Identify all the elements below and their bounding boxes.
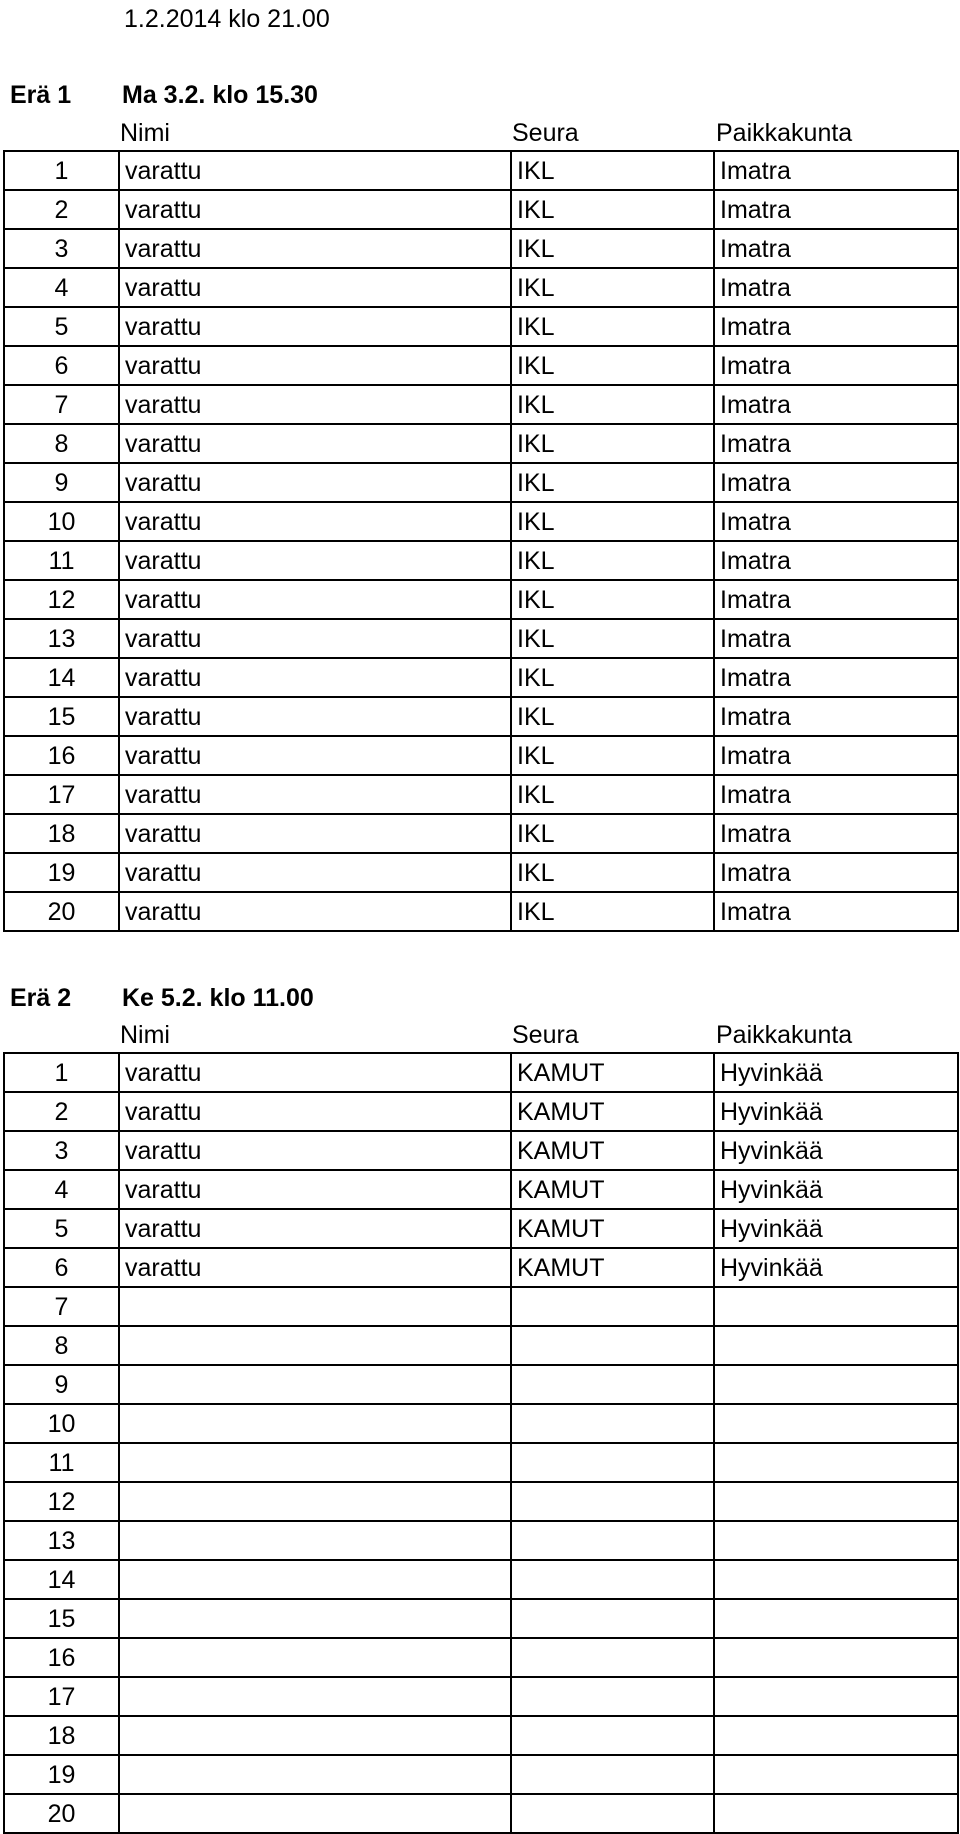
table-row	[4, 1287, 958, 1326]
club-name: IKL	[511, 268, 714, 307]
club-name: KAMUT	[511, 1092, 714, 1131]
heat-2-time: Ke 5.2. klo 11.00	[122, 984, 314, 1012]
club-name: IKL	[511, 229, 714, 268]
table-row	[4, 346, 958, 385]
club-name	[511, 1599, 714, 1638]
table-row	[4, 1053, 958, 1092]
entrant-name	[119, 1794, 511, 1833]
table-row	[4, 814, 958, 853]
town-name: Hyvinkää	[714, 1209, 958, 1248]
club-name: IKL	[511, 541, 714, 580]
entrant-name	[119, 1443, 511, 1482]
club-name: IKL	[511, 736, 714, 775]
lane-number: 11	[4, 541, 119, 580]
club-name: IKL	[511, 346, 714, 385]
town-name: Hyvinkää	[714, 1092, 958, 1131]
table-row	[4, 151, 958, 190]
entrant-name	[119, 1560, 511, 1599]
lane-number: 14	[4, 658, 119, 697]
heat-2-column-headers	[0, 1017, 960, 1053]
lane-number: 16	[4, 1638, 119, 1677]
lane-number: 13	[4, 1521, 119, 1560]
entrant-name	[119, 1755, 511, 1794]
entrant-name	[119, 1638, 511, 1677]
club-name: IKL	[511, 658, 714, 697]
table-row	[4, 1443, 958, 1482]
town-name	[714, 1443, 958, 1482]
lane-number: 2	[4, 190, 119, 229]
entrant-name: varattu	[119, 619, 511, 658]
table-row	[4, 268, 958, 307]
lane-number: 16	[4, 736, 119, 775]
lane-number: 3	[4, 229, 119, 268]
town-name	[714, 1716, 958, 1755]
town-name	[714, 1365, 958, 1404]
club-name: IKL	[511, 814, 714, 853]
town-name: Imatra	[714, 853, 958, 892]
town-name: Imatra	[714, 307, 958, 346]
heat-1-rows	[4, 151, 958, 931]
entrant-name	[119, 1677, 511, 1716]
town-name: Hyvinkää	[714, 1170, 958, 1209]
column-town-header: Paikkakunta	[716, 1021, 853, 1049]
entrant-name	[119, 1404, 511, 1443]
table-row	[4, 736, 958, 775]
entrant-name: varattu	[119, 385, 511, 424]
column-name-header: Nimi	[120, 1021, 170, 1049]
club-name: IKL	[511, 463, 714, 502]
club-name: KAMUT	[511, 1209, 714, 1248]
entrant-name: varattu	[119, 1092, 511, 1131]
club-name: IKL	[511, 853, 714, 892]
town-name: Imatra	[714, 775, 958, 814]
document-date: 1.2.2014 klo 21.00	[124, 5, 330, 33]
club-name	[511, 1521, 714, 1560]
table-row	[4, 1404, 958, 1443]
club-name: IKL	[511, 697, 714, 736]
club-name: KAMUT	[511, 1131, 714, 1170]
table-row	[4, 1131, 958, 1170]
club-name	[511, 1677, 714, 1716]
table-row	[4, 502, 958, 541]
entrant-name: varattu	[119, 502, 511, 541]
table-row	[4, 1365, 958, 1404]
lane-number: 19	[4, 1755, 119, 1794]
town-name: Imatra	[714, 190, 958, 229]
table-row	[4, 697, 958, 736]
table-row	[4, 463, 958, 502]
town-name	[714, 1287, 958, 1326]
table-row	[4, 424, 958, 463]
town-name	[714, 1482, 958, 1521]
entrant-name	[119, 1326, 511, 1365]
club-name: KAMUT	[511, 1248, 714, 1287]
column-club-header: Seura	[512, 119, 579, 147]
entrant-name	[119, 1287, 511, 1326]
table-row	[4, 1560, 958, 1599]
town-name: Imatra	[714, 697, 958, 736]
town-name: Imatra	[714, 658, 958, 697]
town-name	[714, 1755, 958, 1794]
lane-number: 12	[4, 580, 119, 619]
club-name	[511, 1716, 714, 1755]
club-name: IKL	[511, 775, 714, 814]
entrant-name: varattu	[119, 1131, 511, 1170]
town-name: Imatra	[714, 502, 958, 541]
lane-number: 17	[4, 1677, 119, 1716]
lane-number: 9	[4, 463, 119, 502]
town-name: Imatra	[714, 814, 958, 853]
lane-number: 14	[4, 1560, 119, 1599]
heat-1-time: Ma 3.2. klo 15.30	[122, 81, 318, 109]
entrant-name: varattu	[119, 1209, 511, 1248]
entrant-name: varattu	[119, 190, 511, 229]
heat-1-column-headers	[0, 115, 960, 151]
town-name	[714, 1638, 958, 1677]
club-name: IKL	[511, 385, 714, 424]
town-name	[714, 1677, 958, 1716]
heat-2-table	[3, 1052, 959, 1834]
table-row	[4, 853, 958, 892]
entrant-name: varattu	[119, 307, 511, 346]
table-row	[4, 1521, 958, 1560]
lane-number: 1	[4, 151, 119, 190]
town-name: Imatra	[714, 346, 958, 385]
table-row	[4, 1209, 958, 1248]
entrant-name: varattu	[119, 1248, 511, 1287]
lane-number: 2	[4, 1092, 119, 1131]
club-name: KAMUT	[511, 1170, 714, 1209]
club-name: IKL	[511, 307, 714, 346]
club-name: IKL	[511, 502, 714, 541]
table-row	[4, 1638, 958, 1677]
lane-number: 15	[4, 1599, 119, 1638]
club-name: IKL	[511, 190, 714, 229]
club-name	[511, 1287, 714, 1326]
table-row	[4, 1599, 958, 1638]
table-row	[4, 1482, 958, 1521]
entrant-name: varattu	[119, 853, 511, 892]
town-name	[714, 1794, 958, 1833]
town-name	[714, 1521, 958, 1560]
town-name: Imatra	[714, 541, 958, 580]
lane-number: 8	[4, 424, 119, 463]
club-name	[511, 1326, 714, 1365]
town-name	[714, 1560, 958, 1599]
club-name	[511, 1365, 714, 1404]
town-name: Imatra	[714, 736, 958, 775]
lane-number: 12	[4, 1482, 119, 1521]
lane-number: 18	[4, 1716, 119, 1755]
heat-2-header	[10, 981, 950, 1015]
town-name: Hyvinkää	[714, 1131, 958, 1170]
entrant-name	[119, 1482, 511, 1521]
club-name	[511, 1638, 714, 1677]
club-name: IKL	[511, 580, 714, 619]
club-name	[511, 1404, 714, 1443]
lane-number: 13	[4, 619, 119, 658]
lane-number: 8	[4, 1326, 119, 1365]
club-name	[511, 1482, 714, 1521]
lane-number: 10	[4, 1404, 119, 1443]
table-row	[4, 1248, 958, 1287]
table-row	[4, 307, 958, 346]
entrant-name	[119, 1521, 511, 1560]
entrant-name: varattu	[119, 229, 511, 268]
lane-number: 3	[4, 1131, 119, 1170]
entrant-name: varattu	[119, 775, 511, 814]
club-name: IKL	[511, 619, 714, 658]
heat-1-header	[10, 78, 950, 112]
lane-number: 6	[4, 1248, 119, 1287]
entrant-name: varattu	[119, 346, 511, 385]
lane-number: 4	[4, 1170, 119, 1209]
table-row	[4, 1092, 958, 1131]
entrant-name: varattu	[119, 424, 511, 463]
town-name: Imatra	[714, 424, 958, 463]
entrant-name: varattu	[119, 1170, 511, 1209]
town-name: Imatra	[714, 385, 958, 424]
lane-number: 4	[4, 268, 119, 307]
table-row	[4, 1326, 958, 1365]
entrant-name: varattu	[119, 268, 511, 307]
table-row	[4, 1794, 958, 1833]
entrant-name: varattu	[119, 736, 511, 775]
table-row	[4, 1716, 958, 1755]
heat-2-rows	[4, 1053, 958, 1833]
town-name: Imatra	[714, 580, 958, 619]
entrant-name: varattu	[119, 814, 511, 853]
town-name	[714, 1599, 958, 1638]
entrant-name: varattu	[119, 1053, 511, 1092]
entrant-name	[119, 1365, 511, 1404]
entrant-name: varattu	[119, 541, 511, 580]
lane-number: 18	[4, 814, 119, 853]
table-row	[4, 385, 958, 424]
lane-number: 7	[4, 385, 119, 424]
heat-2-label: Erä 2	[10, 984, 72, 1012]
town-name	[714, 1326, 958, 1365]
entrant-name	[119, 1716, 511, 1755]
column-town-header: Paikkakunta	[716, 119, 853, 147]
table-row	[4, 541, 958, 580]
lane-number: 20	[4, 1794, 119, 1833]
town-name: Imatra	[714, 619, 958, 658]
town-name: Hyvinkää	[714, 1053, 958, 1092]
club-name	[511, 1794, 714, 1833]
town-name: Imatra	[714, 463, 958, 502]
town-name: Hyvinkää	[714, 1248, 958, 1287]
lane-number: 11	[4, 1443, 119, 1482]
table-row	[4, 229, 958, 268]
lane-number: 10	[4, 502, 119, 541]
entrant-name: varattu	[119, 892, 511, 931]
lane-number: 15	[4, 697, 119, 736]
club-name: IKL	[511, 424, 714, 463]
club-name	[511, 1443, 714, 1482]
lane-number: 5	[4, 1209, 119, 1248]
club-name: KAMUT	[511, 1053, 714, 1092]
lane-number: 1	[4, 1053, 119, 1092]
table-row	[4, 619, 958, 658]
table-row	[4, 658, 958, 697]
town-name	[714, 1404, 958, 1443]
lane-number: 5	[4, 307, 119, 346]
entrant-name: varattu	[119, 463, 511, 502]
lane-number: 7	[4, 1287, 119, 1326]
entrant-name: varattu	[119, 697, 511, 736]
table-row	[4, 775, 958, 814]
club-name	[511, 1560, 714, 1599]
heat-1-label: Erä 1	[10, 81, 72, 109]
lane-number: 9	[4, 1365, 119, 1404]
column-name-header: Nimi	[120, 119, 170, 147]
town-name: Imatra	[714, 892, 958, 931]
entrant-name	[119, 1599, 511, 1638]
club-name: IKL	[511, 151, 714, 190]
club-name: IKL	[511, 892, 714, 931]
club-name	[511, 1755, 714, 1794]
town-name: Imatra	[714, 151, 958, 190]
table-row	[4, 580, 958, 619]
entrant-name: varattu	[119, 151, 511, 190]
table-row	[4, 1677, 958, 1716]
town-name: Imatra	[714, 268, 958, 307]
table-row	[4, 892, 958, 931]
entrant-name: varattu	[119, 658, 511, 697]
town-name: Imatra	[714, 229, 958, 268]
table-row	[4, 1755, 958, 1794]
lane-number: 20	[4, 892, 119, 931]
lane-number: 17	[4, 775, 119, 814]
table-row	[4, 190, 958, 229]
lane-number: 19	[4, 853, 119, 892]
table-row	[4, 1170, 958, 1209]
heat-1-table	[3, 150, 959, 932]
lane-number: 6	[4, 346, 119, 385]
entrant-name: varattu	[119, 580, 511, 619]
column-club-header: Seura	[512, 1021, 579, 1049]
